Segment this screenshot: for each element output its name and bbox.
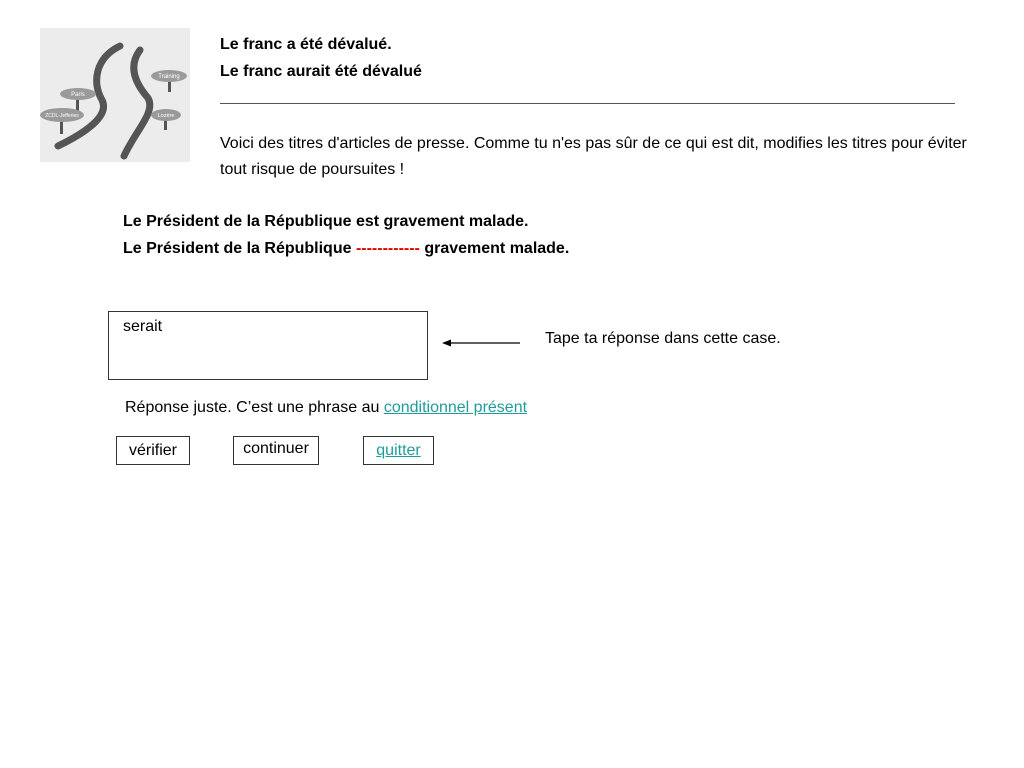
- continue-button[interactable]: continuer: [233, 436, 319, 465]
- sign-paris: Paris: [71, 92, 85, 98]
- example-sentence: Le franc a été dévalué.: [220, 36, 392, 53]
- example-sentence-conditional: Le franc aurait été dévalué: [220, 63, 422, 80]
- quit-link[interactable]: quitter: [376, 442, 421, 459]
- quit-button[interactable]: [363, 436, 434, 465]
- logo-road-illustration: [40, 28, 190, 162]
- arrow-left-icon: [440, 336, 524, 350]
- feedback-text: Réponse juste. C’est une phrase au: [125, 399, 384, 416]
- divider: [220, 103, 955, 104]
- answer-input[interactable]: [123, 318, 413, 336]
- sign-training: Training: [158, 74, 180, 80]
- answer-hint: Tape ta réponse dans cette case.: [545, 330, 781, 347]
- sign-lozere: Lozère: [157, 113, 175, 119]
- feedback-line: [125, 399, 527, 417]
- conditionnel-present-link[interactable]: conditionnel présent: [383, 399, 528, 416]
- instructions-text: Voici des titres d'articles de presse. Comme tu n'es pas sûr de ce qui est dit, modifies les titres pour éviter tout risque de poursuites !: [220, 135, 967, 178]
- sign-zcdl: ZCDL-Jefferies: [45, 113, 79, 119]
- blank-dashes: ------------: [355, 240, 420, 257]
- exercise-blank-sentence: [123, 240, 569, 258]
- exercise-sentence: Le Président de la République est gravement malade.: [123, 213, 529, 230]
- blank-suffix: gravement malade.: [419, 240, 570, 257]
- road-signpost-icon: [40, 28, 190, 162]
- verify-button[interactable]: vérifier: [116, 436, 190, 465]
- blank-prefix: Le Président de la République: [123, 240, 356, 257]
- answer-box[interactable]: [108, 311, 428, 380]
